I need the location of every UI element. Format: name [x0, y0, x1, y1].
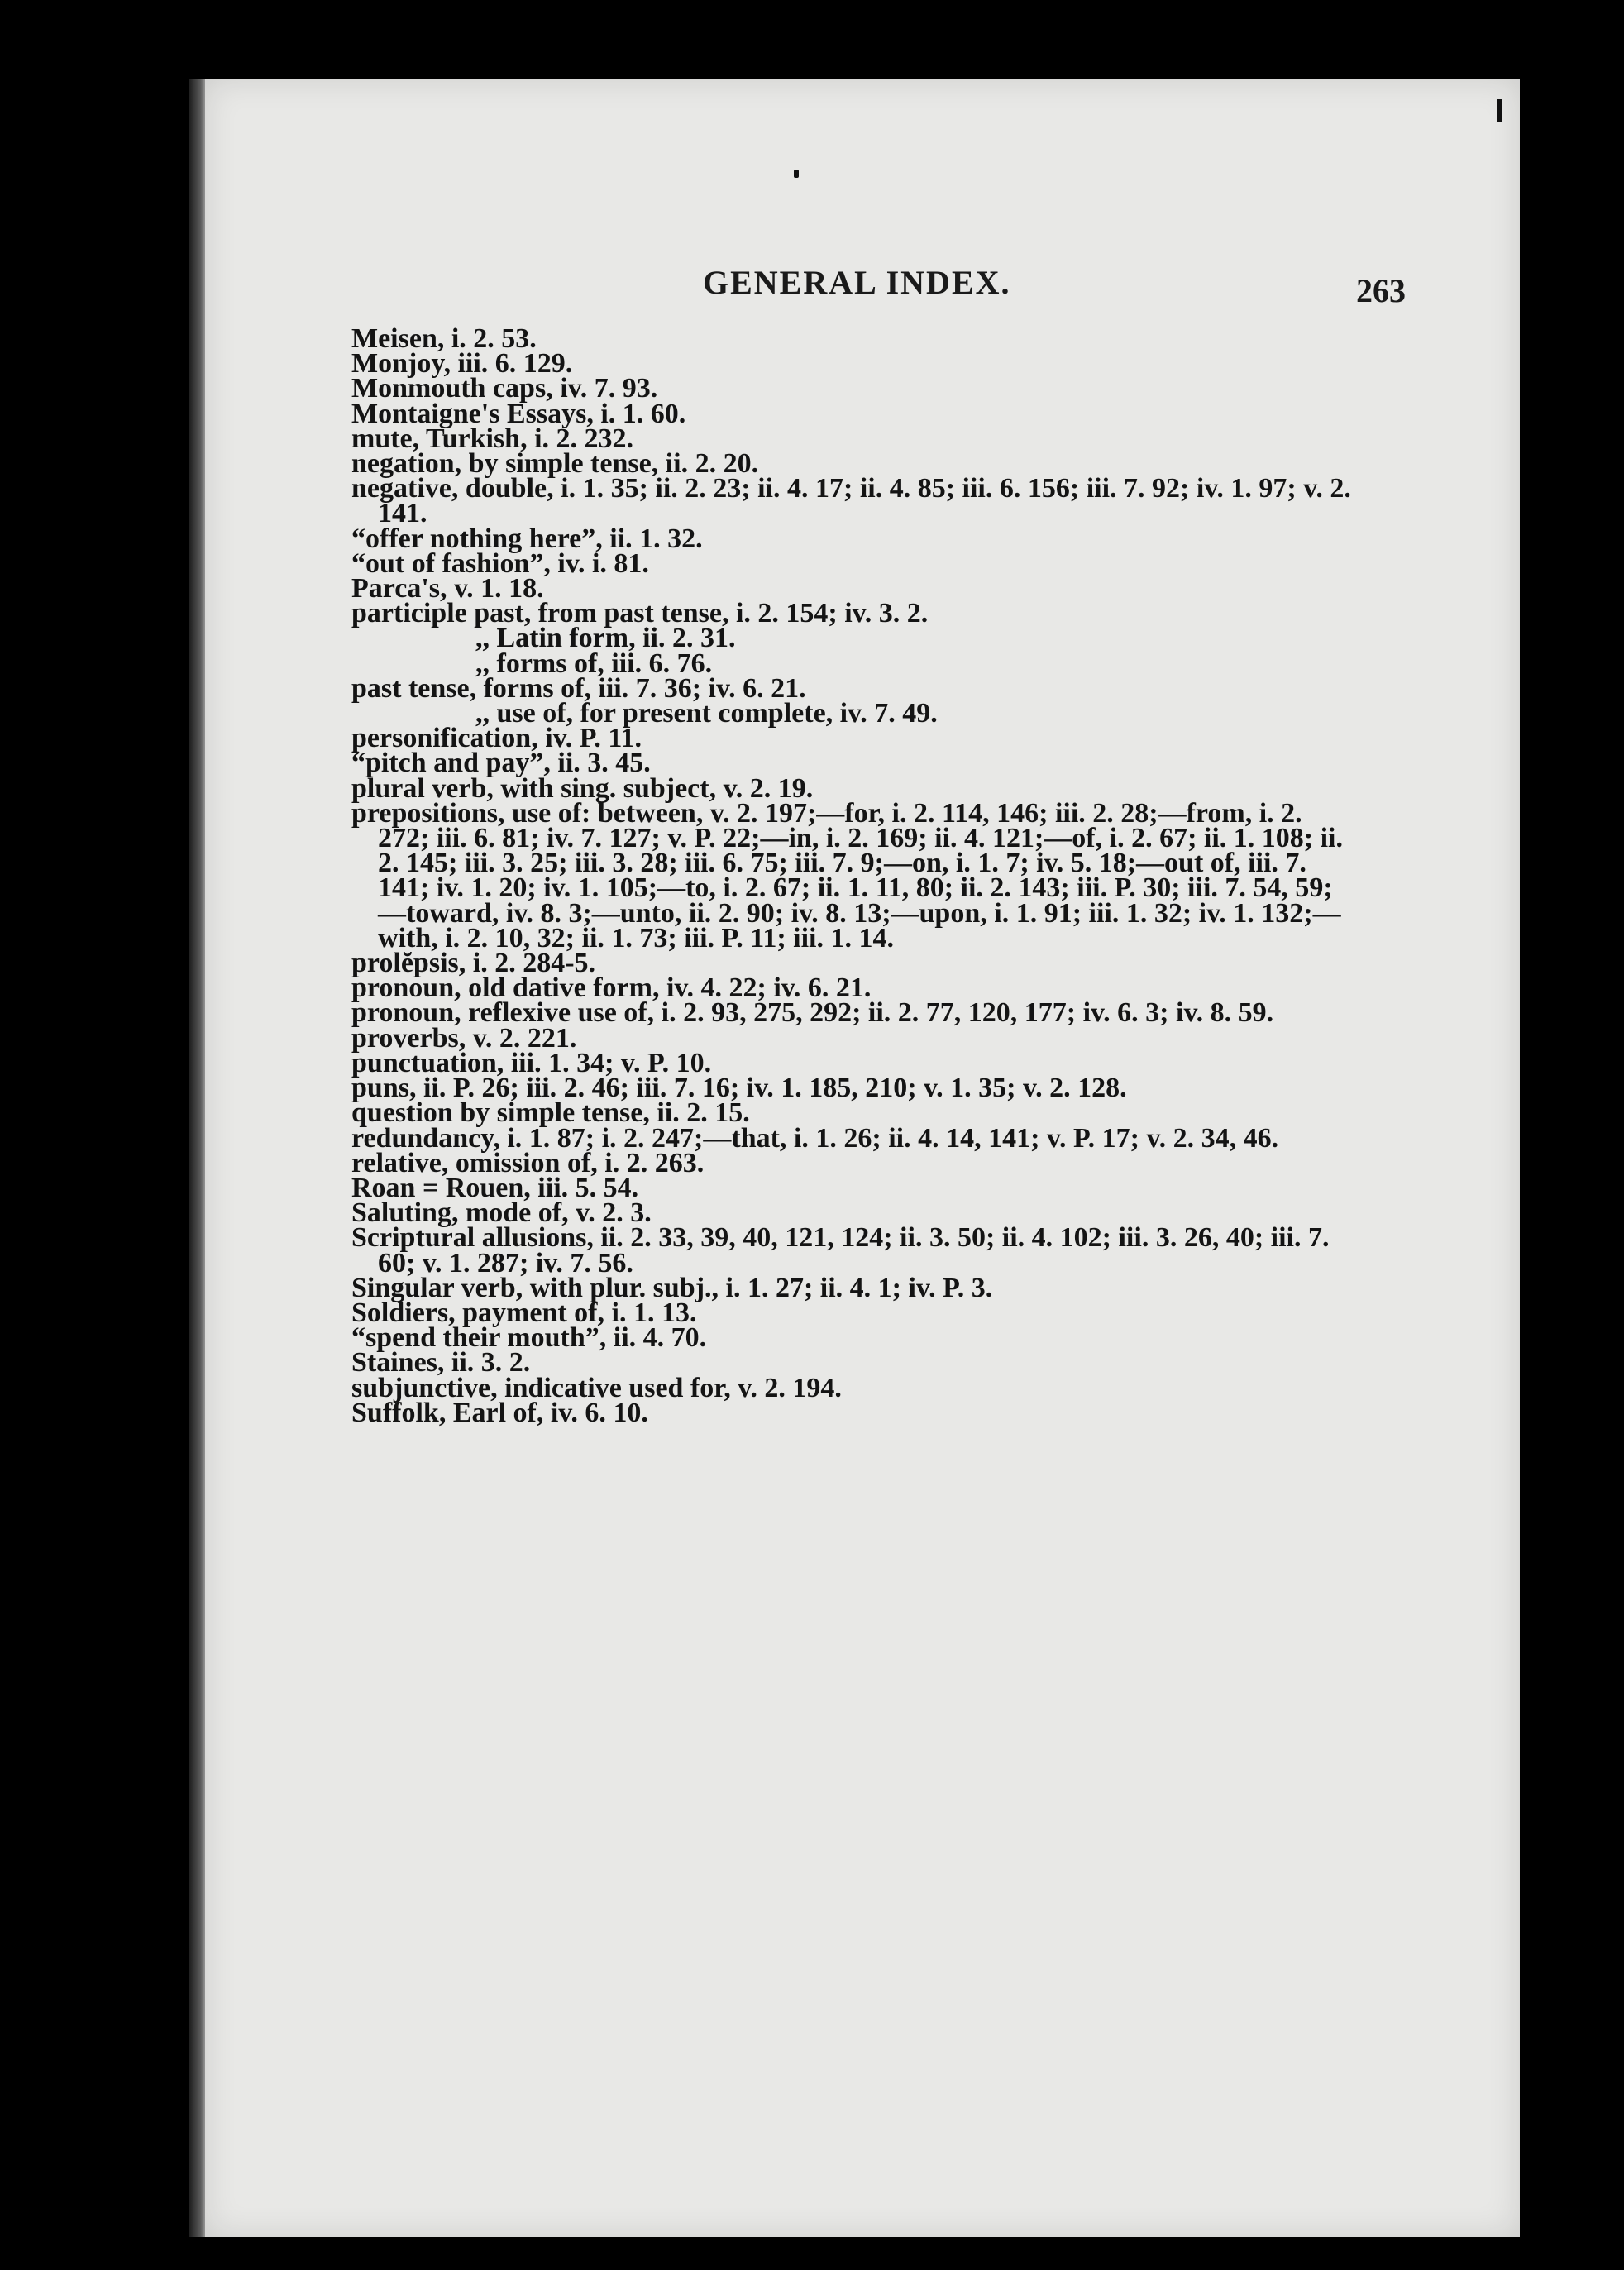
index-entry: Monmouth caps, iv. 7. 93.	[351, 373, 658, 404]
index-entry: prolĕpsis, i. 2. 284-5.	[351, 948, 596, 979]
ink-speck	[794, 170, 799, 178]
page-corner-mark	[1497, 99, 1502, 122]
index-entry: Soldiers, payment of, i. 1. 13.	[351, 1297, 697, 1328]
index-entry: negation, by simple tense, ii. 2. 20.	[351, 448, 759, 480]
index-entry: Monjoy, iii. 6. 129.	[351, 348, 573, 380]
index-entry: prepositions, use of: between, v. 2. 197;—for, i. 2. 114, 146; iii. 2. 28;—from, i. 2. 272; iii. 6. 81; iv. 7. 127; v. P. 22;—in, i. 2. 169; ii. 4. 121;—of, i. 2. 67; ii. 1. 108; ii. 2. 145; iii. 3. 25; iii. 3. 28; iii. 6. 75; iii. 7. 9;—on, i. 1. 7; iv. 5. 18;—out of, iii. 7. 141; iv. 1. 20; iv. 1. 105;—to, i. 2. 67; ii. 1. 11, 80; ii. 2. 143; iii. P. 30; iii. 7. 54, 59;—toward, iv. 8. 3;—unto, ii. 2. 90; iv. 8. 13;—upon, i. 1. 91; iii. 1. 32; iv. 1. 132;—with, i. 2. 10, 32; ii. 1. 73; iii. P. 11; iii. 1. 14.	[351, 797, 1344, 953]
index-entry: Montaigne's Essays, i. 1. 60.	[351, 398, 686, 429]
index-entry: plural verb, with sing. subject, v. 2. 19.	[351, 772, 814, 804]
index-entry: Staines, ii. 3. 2.	[351, 1347, 531, 1379]
index-entry: relative, omission of, i. 2. 263.	[351, 1147, 705, 1178]
index-subentry: ,, use of, for present complete, iv. 7. 49.	[475, 698, 938, 729]
index-entry: personification, iv. P. 11.	[351, 723, 642, 754]
index-entry: pronoun, old dative form, iv. 4. 22; iv. 6. 21.	[351, 973, 872, 1004]
index-entry: redundancy, i. 1. 87; i. 2. 247;—that, i. 1. 26; ii. 4. 14, 141; v. P. 17; v. 2. 34, 46.	[351, 1122, 1279, 1154]
index-entry: Meisen, i. 2. 53.	[351, 323, 537, 354]
index-entry: “offer nothing here”, ii. 1. 32.	[351, 523, 703, 554]
index-entry: punctuation, iii. 1. 34; v. P. 10.	[351, 1047, 712, 1078]
page-header	[579, 263, 1406, 321]
index-entry: participle past, from past tense, i. 2. 154; iv. 3. 2.	[351, 598, 929, 629]
index-entry: past tense, forms of, iii. 7. 36; iv. 6. 21.	[351, 672, 806, 704]
index-entry: Suffolk, Earl of, iv. 6. 10.	[351, 1397, 648, 1428]
index-entry: Roan = Rouen, iii. 5. 54.	[351, 1172, 639, 1203]
index-entry: mute, Turkish, i. 2. 232.	[351, 423, 634, 454]
index-entry: Saluting, mode of, v. 2. 3.	[351, 1197, 652, 1229]
index-entry: proverbs, v. 2. 221.	[351, 1022, 577, 1054]
index-entry: Scriptural allusions, ii. 2. 33, 39, 40, 121, 124; ii. 3. 50; ii. 4. 102; iii. 3. 26, 40; iii. 7. 60; v. 1. 287; iv. 7. 56.	[351, 1222, 1330, 1278]
index-entry: question by simple tense, ii. 2. 15.	[351, 1097, 750, 1129]
index-entry: pronoun, reflexive use of, i. 2. 93, 275, 292; ii. 2. 77, 120, 177; iv. 6. 3; iv. 8. 59.	[351, 997, 1274, 1029]
index-entry: puns, ii. P. 26; iii. 2. 46; iii. 7. 16; iv. 1. 185, 210; v. 1. 35; v. 2. 128.	[351, 1073, 1127, 1104]
page-number: 263	[1356, 272, 1406, 309]
index-entries	[351, 323, 1352, 1428]
index-subentry: ,, forms of, iii. 6. 76.	[475, 648, 713, 679]
index-entry: “spend their mouth”, ii. 4. 70.	[351, 1322, 707, 1354]
index-entry: Parca's, v. 1. 18.	[351, 573, 544, 605]
index-entry: subjunctive, indicative used for, v. 2. 194.	[351, 1372, 842, 1403]
index-entry: negative, double, i. 1. 35; ii. 2. 23; ii. 4. 17; ii. 4. 85; iii. 6. 156; iii. 7. 92; iv. 1. 97; v. 2. 141.	[351, 473, 1351, 529]
index-entry: “pitch and pay”, ii. 3. 45.	[351, 748, 651, 779]
index-subentry: ,, Latin form, ii. 2. 31.	[475, 623, 736, 654]
running-head: GENERAL INDEX.	[703, 264, 1011, 301]
index-entry: Singular verb, with plur. subj., i. 1. 27; ii. 4. 1; iv. P. 3.	[351, 1272, 993, 1303]
index-entry: “out of fashion”, iv. i. 81.	[351, 547, 649, 579]
